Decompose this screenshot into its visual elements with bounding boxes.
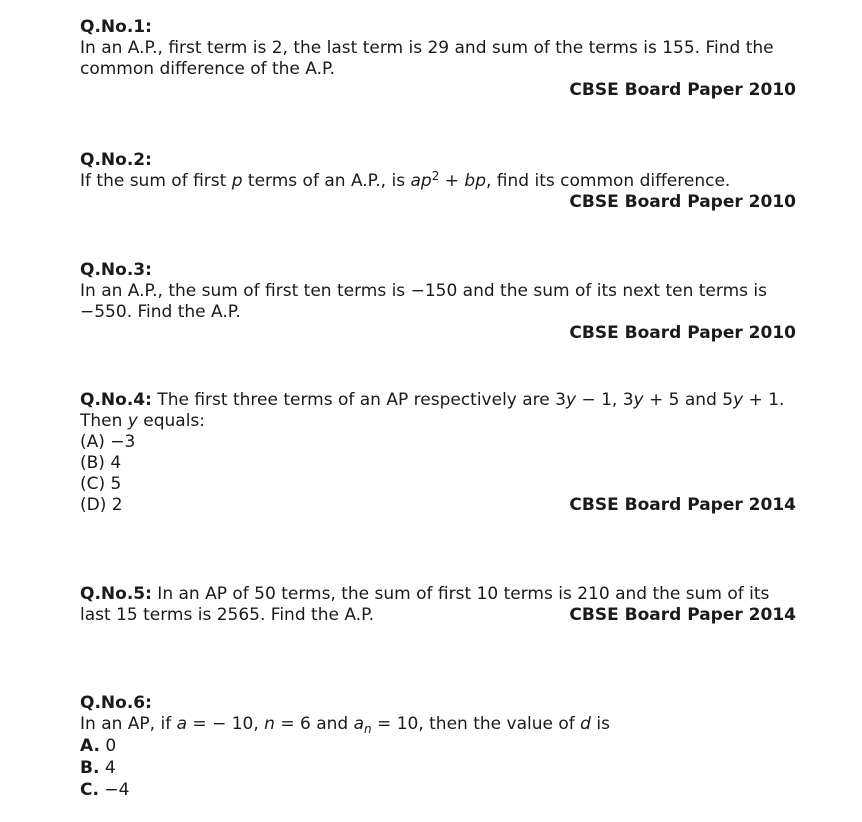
question-6-label: Q.No.6: xyxy=(80,693,152,713)
question-4-option-c: (C) 5 xyxy=(80,474,122,494)
question-4-text: Q.No.4: The first three terms of an AP respectively are 3y − 1, 3y + 5 and 5y + 1. Then y equals: xyxy=(80,390,785,431)
question-6-text: In an AP, if a = − 10, n = 6 and $a_n = 10$, then the value of d is xyxy=(80,714,610,736)
question-1-text: In an A.P., first term is 2, the last term is 29 and sum of the terms is 155. Find the common difference of the A.P. xyxy=(80,38,774,79)
question-5-text: Q.No.5: In an AP of 50 terms, the sum of first 10 terms is 210 and the sum of its last 15 terms is 2565. Find the A.P. xyxy=(80,584,770,625)
question-5-label: Q.No.5: xyxy=(80,584,152,604)
question-1 xyxy=(80,17,796,101)
question-4-option-a: (A) −3 xyxy=(80,432,136,452)
question-3 xyxy=(80,260,796,344)
question-4 xyxy=(80,390,796,516)
question-2-label: Q.No.2: xyxy=(80,150,152,170)
question-4-option-b: (B) 4 xyxy=(80,453,122,473)
question-6-option-c: C. −4 xyxy=(80,780,130,800)
question-4-label: Q.No.4: xyxy=(80,390,152,410)
question-2-text: If the sum of first p terms of an A.P., is $ap^2$ + bp, find its common difference. xyxy=(80,169,731,191)
question-4-source: CBSE Board Paper 2014 xyxy=(569,495,796,515)
question-6 xyxy=(80,693,796,801)
question-5 xyxy=(80,584,796,626)
question-3-source: CBSE Board Paper 2010 xyxy=(569,323,796,343)
question-4-option-d: (D) 2 xyxy=(80,495,123,515)
question-6-option-a: A. 0 xyxy=(80,736,117,756)
question-2 xyxy=(80,150,796,213)
question-3-label: Q.No.3: xyxy=(80,260,152,280)
question-3-text: In an A.P., the sum of first ten terms is −150 and the sum of its next ten terms is −550. Find the A.P. xyxy=(80,281,767,322)
question-5-source: CBSE Board Paper 2014 xyxy=(569,605,796,625)
question-1-label: Q.No.1: xyxy=(80,17,152,37)
question-2-source: CBSE Board Paper 2010 xyxy=(569,192,796,212)
question-6-option-b: B. 4 xyxy=(80,758,116,778)
question-1-source: CBSE Board Paper 2010 xyxy=(569,80,796,100)
